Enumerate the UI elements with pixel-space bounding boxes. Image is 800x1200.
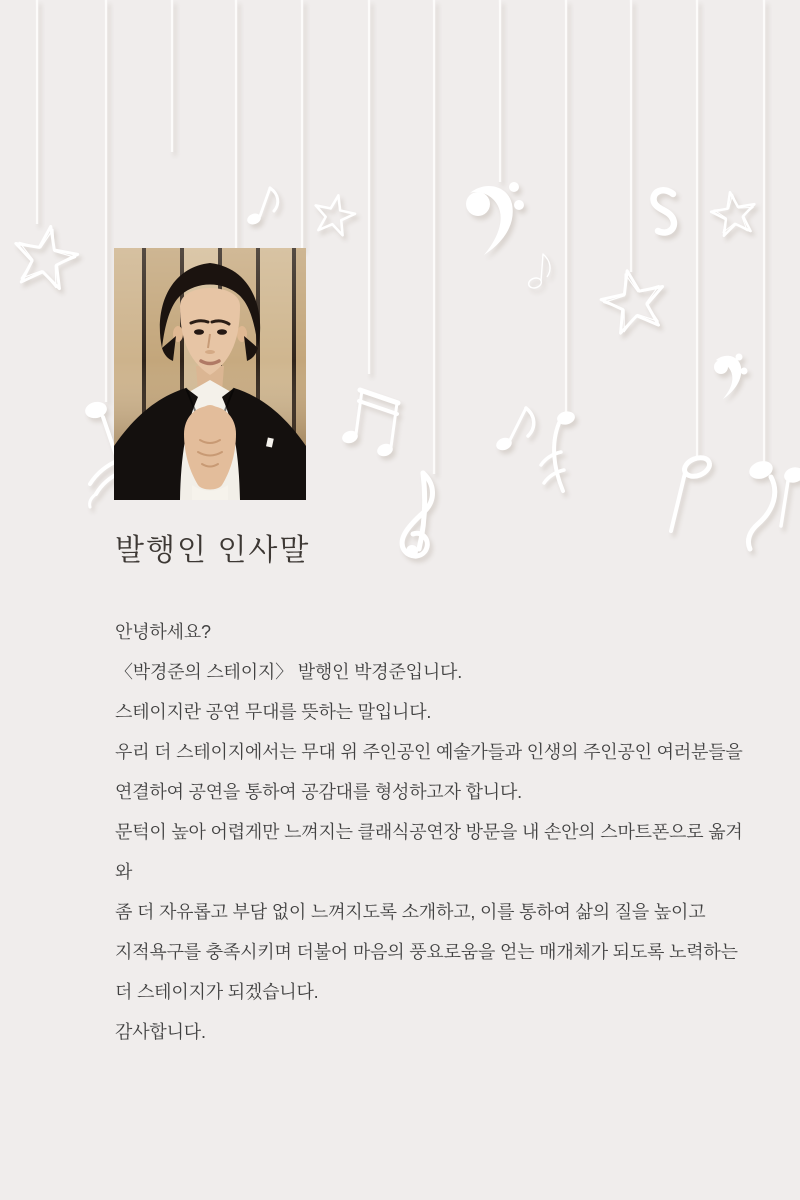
eighth-note-icon bbox=[781, 465, 800, 526]
greeting-line: 좀 더 자유롭고 부담 없이 느껴지도록 소개하고, 이를 통하여 삶의 질을 높이고 bbox=[115, 902, 706, 922]
sixteenth-note-icon bbox=[541, 410, 576, 491]
eighth-note-icon bbox=[747, 458, 775, 549]
segno-s-curve-icon bbox=[654, 190, 674, 232]
greeting-line: 문턱이 높아 어렵게만 느껴지는 클래식공연장 방문을 내 손안의 스마트폰으로 옮겨와 bbox=[115, 822, 743, 882]
page-title: 발행인 인사말 bbox=[115, 534, 311, 567]
greeting-line: 안녕하세요? bbox=[115, 622, 211, 642]
beamed-notes-icon bbox=[341, 390, 398, 458]
eighth-note-icon bbox=[246, 188, 278, 226]
sketch-star-icon bbox=[9, 221, 82, 291]
sketch-note-icon bbox=[527, 254, 550, 290]
sketch-star-icon bbox=[596, 264, 670, 336]
small-bass-clef-icon bbox=[714, 354, 748, 400]
eighth-note-icon bbox=[494, 408, 533, 452]
greeting-line: 감사합니다. bbox=[115, 1022, 206, 1042]
small-sketch-star-icon bbox=[708, 188, 759, 237]
greeting-line: 연결하여 공연을 통하여 공감대를 형성하고자 합니다. bbox=[115, 782, 522, 802]
small-sketch-star-icon bbox=[311, 191, 358, 237]
half-note-icon bbox=[671, 454, 712, 531]
treble-clef-icon bbox=[402, 473, 432, 557]
bass-clef-icon bbox=[466, 182, 524, 255]
greeting-line: 지적욕구를 충족시키며 더불어 마음의 풍요로움을 얻는 매개체가 되도록 노력하는 bbox=[115, 942, 738, 962]
publisher-portrait-photo bbox=[114, 248, 306, 500]
greeting-text-block bbox=[115, 612, 755, 1052]
greeting-line: 더 스테이지가 되겠습니다. bbox=[115, 982, 319, 1002]
greeting-line: 우리 더 스테이지에서는 무대 위 주인공인 예술가들과 인생의 주인공인 여러분들을 bbox=[115, 742, 743, 762]
greeting-line: 〈박경준의 스테이지〉 발행인 박경준입니다. bbox=[115, 662, 462, 682]
greeting-line: 스테이지란 공연 무대를 뜻하는 말입니다. bbox=[115, 702, 432, 722]
